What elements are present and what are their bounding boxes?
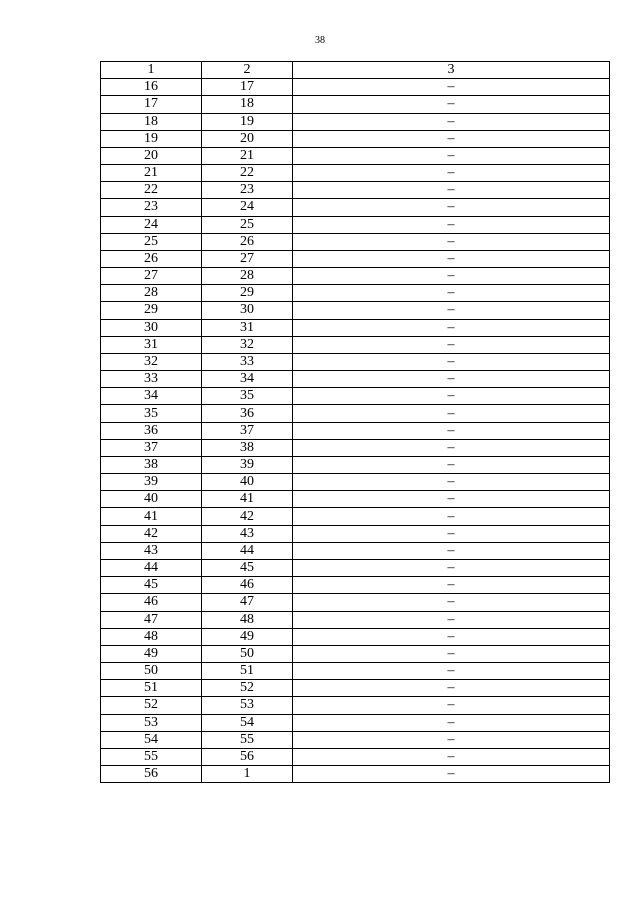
table-cell-col-2: 33 xyxy=(202,353,293,370)
table-cell-col-1: 20 xyxy=(101,147,202,164)
table-cell-col-2: 29 xyxy=(202,285,293,302)
table-cell-col-1: 45 xyxy=(101,577,202,594)
table-cell-col-3: – xyxy=(293,233,610,250)
table-cell-col-1: 39 xyxy=(101,474,202,491)
table-cell-col-2: 21 xyxy=(202,147,293,164)
table-cell-col-3: – xyxy=(293,611,610,628)
table-cell-col-2: 27 xyxy=(202,250,293,267)
table-cell-col-1: 55 xyxy=(101,748,202,765)
table-row xyxy=(101,96,610,113)
table-cell-col-1: 17 xyxy=(101,96,202,113)
table-cell-col-2: 44 xyxy=(202,542,293,559)
table-row xyxy=(101,766,610,783)
table-row xyxy=(101,559,610,576)
table-cell-col-1: 46 xyxy=(101,594,202,611)
table-cell-col-3: – xyxy=(293,731,610,748)
table-row xyxy=(101,147,610,164)
table-cell-col-3: – xyxy=(293,577,610,594)
table-cell-col-3: – xyxy=(293,182,610,199)
table-row xyxy=(101,285,610,302)
table-cell-col-3: – xyxy=(293,628,610,645)
table-cell-col-1: 30 xyxy=(101,319,202,336)
table-cell-col-3: – xyxy=(293,508,610,525)
table-row xyxy=(101,199,610,216)
column-header-1: 1 xyxy=(101,62,202,79)
table-cell-col-3: – xyxy=(293,697,610,714)
table-cell-col-3: – xyxy=(293,130,610,147)
table-cell-col-3: – xyxy=(293,748,610,765)
table-cell-col-3: – xyxy=(293,216,610,233)
table-cell-col-3: – xyxy=(293,525,610,542)
table-row xyxy=(101,542,610,559)
table-header-row xyxy=(101,62,610,79)
table-cell-col-1: 54 xyxy=(101,731,202,748)
table-cell-col-1: 21 xyxy=(101,165,202,182)
table-cell-col-3: – xyxy=(293,663,610,680)
table-row xyxy=(101,680,610,697)
table-row xyxy=(101,302,610,319)
table-cell-col-1: 53 xyxy=(101,714,202,731)
table-cell-col-2: 54 xyxy=(202,714,293,731)
table-cell-col-2: 1 xyxy=(202,766,293,783)
table-row xyxy=(101,611,610,628)
table-cell-col-3: – xyxy=(293,456,610,473)
table-cell-col-1: 28 xyxy=(101,285,202,302)
table-cell-col-2: 26 xyxy=(202,233,293,250)
table-row xyxy=(101,113,610,130)
table-cell-col-3: – xyxy=(293,542,610,559)
table-cell-col-1: 22 xyxy=(101,182,202,199)
table-cell-col-1: 43 xyxy=(101,542,202,559)
table-row xyxy=(101,525,610,542)
table-row xyxy=(101,268,610,285)
table-cell-col-2: 24 xyxy=(202,199,293,216)
table-cell-col-1: 19 xyxy=(101,130,202,147)
table-body xyxy=(101,79,610,783)
table-cell-col-1: 27 xyxy=(101,268,202,285)
table-cell-col-3: – xyxy=(293,594,610,611)
table-cell-col-3: – xyxy=(293,680,610,697)
table-cell-col-1: 56 xyxy=(101,766,202,783)
table-cell-col-2: 50 xyxy=(202,645,293,662)
table-cell-col-1: 49 xyxy=(101,645,202,662)
table-row xyxy=(101,594,610,611)
table-cell-col-3: – xyxy=(293,285,610,302)
table-row xyxy=(101,388,610,405)
table-cell-col-2: 55 xyxy=(202,731,293,748)
table-row xyxy=(101,405,610,422)
table-row xyxy=(101,216,610,233)
table-cell-col-1: 35 xyxy=(101,405,202,422)
table-cell-col-3: – xyxy=(293,79,610,96)
table-cell-col-2: 22 xyxy=(202,165,293,182)
table-row xyxy=(101,731,610,748)
table-cell-col-2: 20 xyxy=(202,130,293,147)
table-cell-col-1: 48 xyxy=(101,628,202,645)
table-cell-col-1: 23 xyxy=(101,199,202,216)
table-cell-col-2: 56 xyxy=(202,748,293,765)
table-cell-col-2: 23 xyxy=(202,182,293,199)
table-cell-col-1: 32 xyxy=(101,353,202,370)
table-cell-col-3: – xyxy=(293,96,610,113)
table-cell-col-3: – xyxy=(293,405,610,422)
table-cell-col-2: 30 xyxy=(202,302,293,319)
table-cell-col-1: 26 xyxy=(101,250,202,267)
table-cell-col-1: 41 xyxy=(101,508,202,525)
table-cell-col-2: 42 xyxy=(202,508,293,525)
table-cell-col-2: 32 xyxy=(202,336,293,353)
table-cell-col-3: – xyxy=(293,371,610,388)
table-cell-col-3: – xyxy=(293,336,610,353)
table-row xyxy=(101,628,610,645)
table-cell-col-3: – xyxy=(293,439,610,456)
column-header-3: 3 xyxy=(293,62,610,79)
table-cell-col-2: 46 xyxy=(202,577,293,594)
table-cell-col-3: – xyxy=(293,199,610,216)
table-row xyxy=(101,233,610,250)
table-cell-col-2: 51 xyxy=(202,663,293,680)
table-cell-col-2: 47 xyxy=(202,594,293,611)
table-cell-col-3: – xyxy=(293,422,610,439)
data-table xyxy=(100,61,610,783)
table-row xyxy=(101,663,610,680)
table-cell-col-3: – xyxy=(293,559,610,576)
table-cell-col-3: – xyxy=(293,714,610,731)
table-cell-col-1: 16 xyxy=(101,79,202,96)
table-row xyxy=(101,748,610,765)
table-row xyxy=(101,474,610,491)
table-cell-col-1: 47 xyxy=(101,611,202,628)
table-cell-col-3: – xyxy=(293,268,610,285)
table-cell-col-2: 38 xyxy=(202,439,293,456)
table-cell-col-2: 48 xyxy=(202,611,293,628)
table-cell-col-3: – xyxy=(293,766,610,783)
table-row xyxy=(101,371,610,388)
table-row xyxy=(101,79,610,96)
table-cell-col-1: 44 xyxy=(101,559,202,576)
table-cell-col-2: 28 xyxy=(202,268,293,285)
table-cell-col-2: 37 xyxy=(202,422,293,439)
table-row xyxy=(101,182,610,199)
table-cell-col-2: 45 xyxy=(202,559,293,576)
table-cell-col-1: 38 xyxy=(101,456,202,473)
table-cell-col-1: 51 xyxy=(101,680,202,697)
table-cell-col-2: 19 xyxy=(202,113,293,130)
table-row xyxy=(101,130,610,147)
table-cell-col-2: 17 xyxy=(202,79,293,96)
table-cell-col-1: 18 xyxy=(101,113,202,130)
table-row xyxy=(101,439,610,456)
table-cell-col-3: – xyxy=(293,474,610,491)
table-cell-col-1: 36 xyxy=(101,422,202,439)
table-cell-col-3: – xyxy=(293,147,610,164)
table-cell-col-2: 43 xyxy=(202,525,293,542)
table-cell-col-3: – xyxy=(293,250,610,267)
table-cell-col-1: 25 xyxy=(101,233,202,250)
table-row xyxy=(101,491,610,508)
table-row xyxy=(101,353,610,370)
table-row xyxy=(101,714,610,731)
table-cell-col-1: 52 xyxy=(101,697,202,714)
table-cell-col-1: 42 xyxy=(101,525,202,542)
table-cell-col-2: 49 xyxy=(202,628,293,645)
table-cell-col-2: 35 xyxy=(202,388,293,405)
table-cell-col-2: 36 xyxy=(202,405,293,422)
table-row xyxy=(101,508,610,525)
table-row xyxy=(101,250,610,267)
column-header-2: 2 xyxy=(202,62,293,79)
table-cell-col-2: 52 xyxy=(202,680,293,697)
table-cell-col-2: 25 xyxy=(202,216,293,233)
table-row xyxy=(101,336,610,353)
table-cell-col-2: 40 xyxy=(202,474,293,491)
table-cell-col-1: 33 xyxy=(101,371,202,388)
table-cell-col-1: 34 xyxy=(101,388,202,405)
table-cell-col-3: – xyxy=(293,491,610,508)
table-cell-col-3: – xyxy=(293,113,610,130)
table-cell-col-2: 34 xyxy=(202,371,293,388)
table-cell-col-2: 31 xyxy=(202,319,293,336)
table-cell-col-3: – xyxy=(293,165,610,182)
table-row xyxy=(101,697,610,714)
table-cell-col-2: 39 xyxy=(202,456,293,473)
table-row xyxy=(101,577,610,594)
table-cell-col-1: 40 xyxy=(101,491,202,508)
table-cell-col-1: 29 xyxy=(101,302,202,319)
table-cell-col-1: 50 xyxy=(101,663,202,680)
table-row xyxy=(101,165,610,182)
page-number: 38 xyxy=(315,35,325,46)
table-cell-col-3: – xyxy=(293,319,610,336)
table-cell-col-3: – xyxy=(293,645,610,662)
table-cell-col-3: – xyxy=(293,388,610,405)
table-cell-col-2: 18 xyxy=(202,96,293,113)
table-row xyxy=(101,645,610,662)
table-cell-col-1: 24 xyxy=(101,216,202,233)
table-cell-col-3: – xyxy=(293,302,610,319)
table-cell-col-1: 31 xyxy=(101,336,202,353)
table-cell-col-3: – xyxy=(293,353,610,370)
table-row xyxy=(101,422,610,439)
table-cell-col-2: 41 xyxy=(202,491,293,508)
table-row xyxy=(101,456,610,473)
table-cell-col-2: 53 xyxy=(202,697,293,714)
table-row xyxy=(101,319,610,336)
table-cell-col-1: 37 xyxy=(101,439,202,456)
